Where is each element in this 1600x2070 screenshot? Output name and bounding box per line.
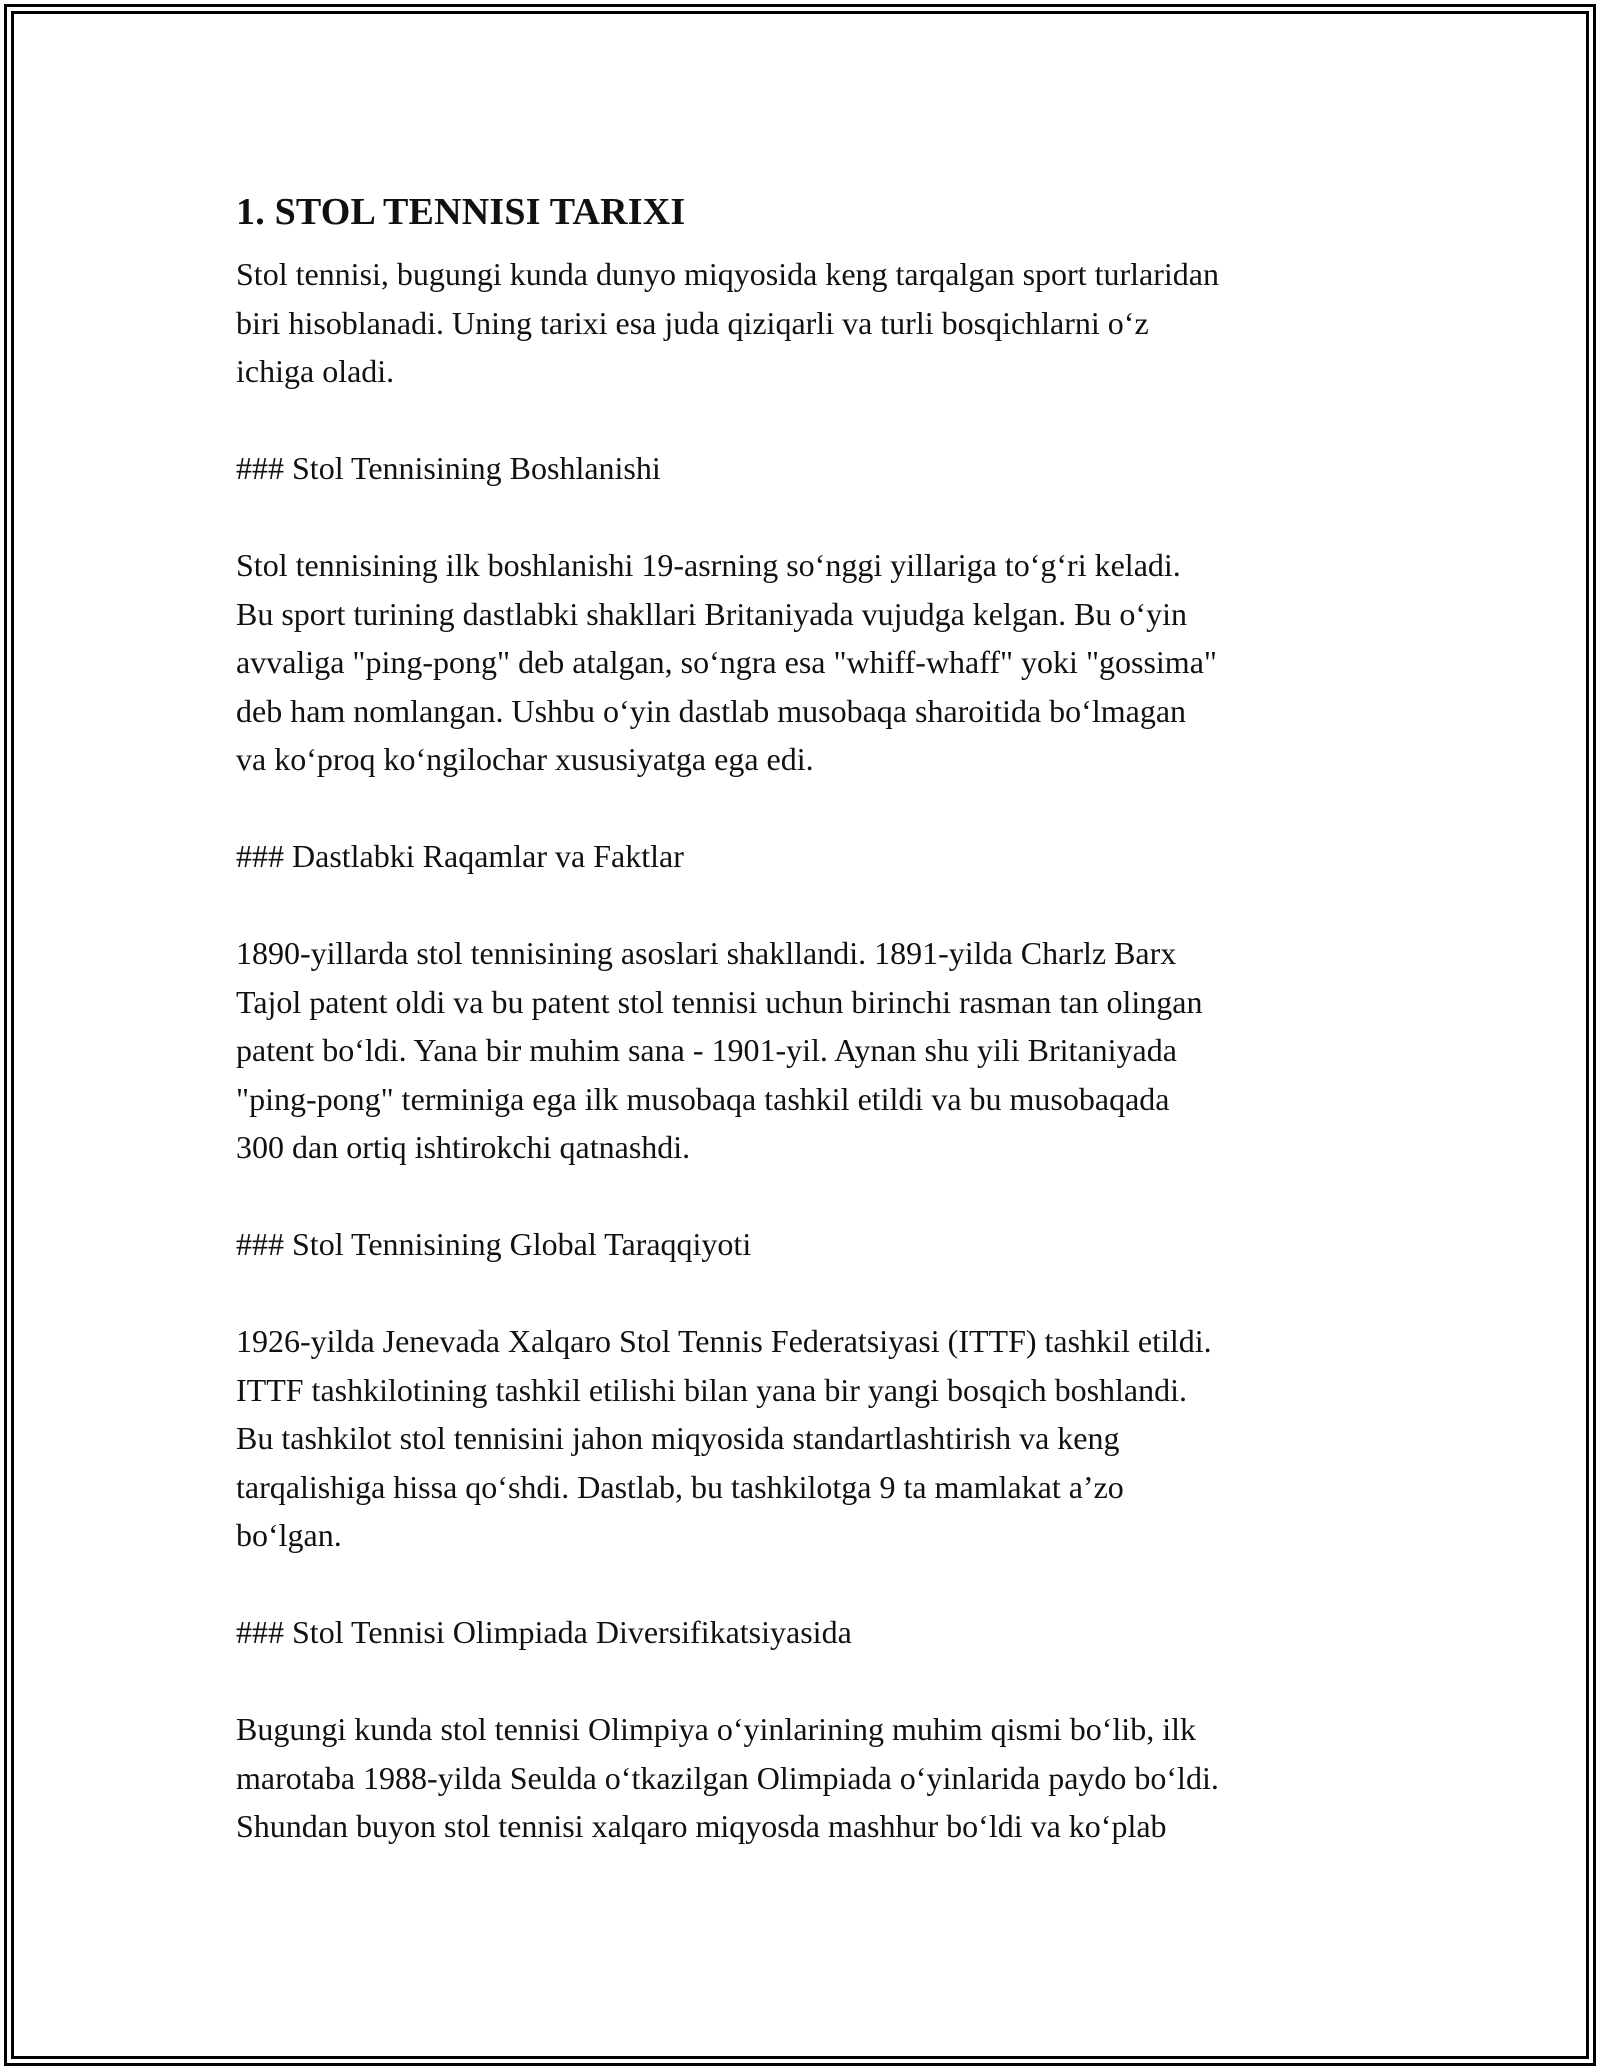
paragraph-line: Stol tennisi, bugungi kunda dunyo miqyosida keng tarqalgan sport turlaridan — [236, 256, 1219, 292]
paragraph-line: va ko‘proq ko‘ngilochar xususiyatga ega edi. — [236, 741, 814, 777]
document-title: 1. STOL TENNISI TARIXI — [236, 191, 686, 233]
section-olimpiada — [236, 1608, 1396, 1851]
spacer — [236, 493, 1396, 542]
paragraph-line: ITTF tashkilotining tashkil etilishi bilan yana bir yangi bosqich boshlandi. — [236, 1371, 1187, 1408]
paragraph-line: Tajol patent oldi va bu patent stol tennisi uchun birinchi rasman tan olingan — [236, 983, 1203, 1020]
section-boshlanishi — [236, 444, 1396, 784]
spacer — [236, 1269, 1396, 1318]
paragraph-line: Bu tashkilot stol tennisini jahon miqyosida standartlashtirish va keng — [236, 1420, 1120, 1456]
document-body — [236, 180, 1396, 1851]
paragraph-line: patent bo‘ldi. Yana bir muhim sana - 1901-yil. Aynan shu yili Britaniyada — [236, 1032, 1177, 1068]
spacer — [236, 1172, 1396, 1221]
section-raqamlar — [236, 832, 1396, 1172]
paragraph-line: avvaliga "ping-pong" deb atalgan, so‘ngra esa "whiff-whaff" yoki "gossima" — [236, 644, 1217, 680]
section-heading: ### Stol Tennisining Boshlanishi — [236, 450, 661, 486]
paragraph-line: ichiga oladi. — [236, 353, 395, 389]
intro-paragraph — [236, 250, 1396, 396]
section-global — [236, 1220, 1396, 1560]
spacer — [236, 1657, 1396, 1706]
spacer — [236, 396, 1396, 445]
spacer — [236, 784, 1396, 833]
section-heading: ### Stol Tennisi Olimpiada Diversifikatsiyasida — [236, 1614, 852, 1650]
paragraph-line: tarqalishiga hissa qo‘shdi. Dastlab, bu tashkilotga 9 ta mamlakat a’zo — [236, 1468, 1124, 1505]
paragraph-line: deb ham nomlangan. Ushbu o‘yin dastlab musobaqa sharoitida bo‘lmagan — [236, 692, 1187, 729]
paragraph-line: Bu sport turining dastlabki shakllari Britaniyada vujudga kelgan. Bu o‘yin — [236, 595, 1187, 632]
paragraph-line: 1926-yilda Jenevada Xalqaro Stol Tennis Federatsiyasi (ITTF) tashkil etildi. — [236, 1323, 1212, 1359]
paragraph-line: "ping-pong" terminiga ega ilk musobaqa tashkil etildi va bu musobaqada — [236, 1080, 1170, 1117]
paragraph-line: biri hisoblanadi. Uning tarixi esa juda qiziqarli va turli bosqichlarni o‘z — [236, 304, 1149, 341]
paragraph-line: Shundan buyon stol tennisi xalqaro miqyosda mashhur bo‘ldi va ko‘plab — [236, 1808, 1167, 1844]
paragraph-line: 1890-yillarda stol tennisining asoslari shakllandi. 1891-yilda Charlz Barx — [236, 935, 1177, 971]
paragraph-line: 300 dan ortiq ishtirokchi qatnashdi. — [236, 1129, 691, 1165]
paragraph-line: bo‘lgan. — [236, 1517, 342, 1553]
section-heading: ### Dastlabki Raqamlar va Faktlar — [236, 838, 684, 874]
section-heading: ### Stol Tennisining Global Taraqqiyoti — [236, 1226, 752, 1262]
paragraph-line: marotaba 1988-yilda Seulda o‘tkazilgan Olimpiada o‘yinlarida paydo bo‘ldi. — [236, 1759, 1219, 1796]
paragraph-line: Stol tennisining ilk boshlanishi 19-asrning so‘nggi yillariga to‘g‘ri keladi. — [236, 547, 1181, 583]
spacer — [236, 881, 1396, 930]
paragraph-line: Bugungi kunda stol tennisi Olimpiya o‘yinlarining muhim qismi bo‘lib, ilk — [236, 1711, 1196, 1747]
spacer — [236, 1560, 1396, 1609]
